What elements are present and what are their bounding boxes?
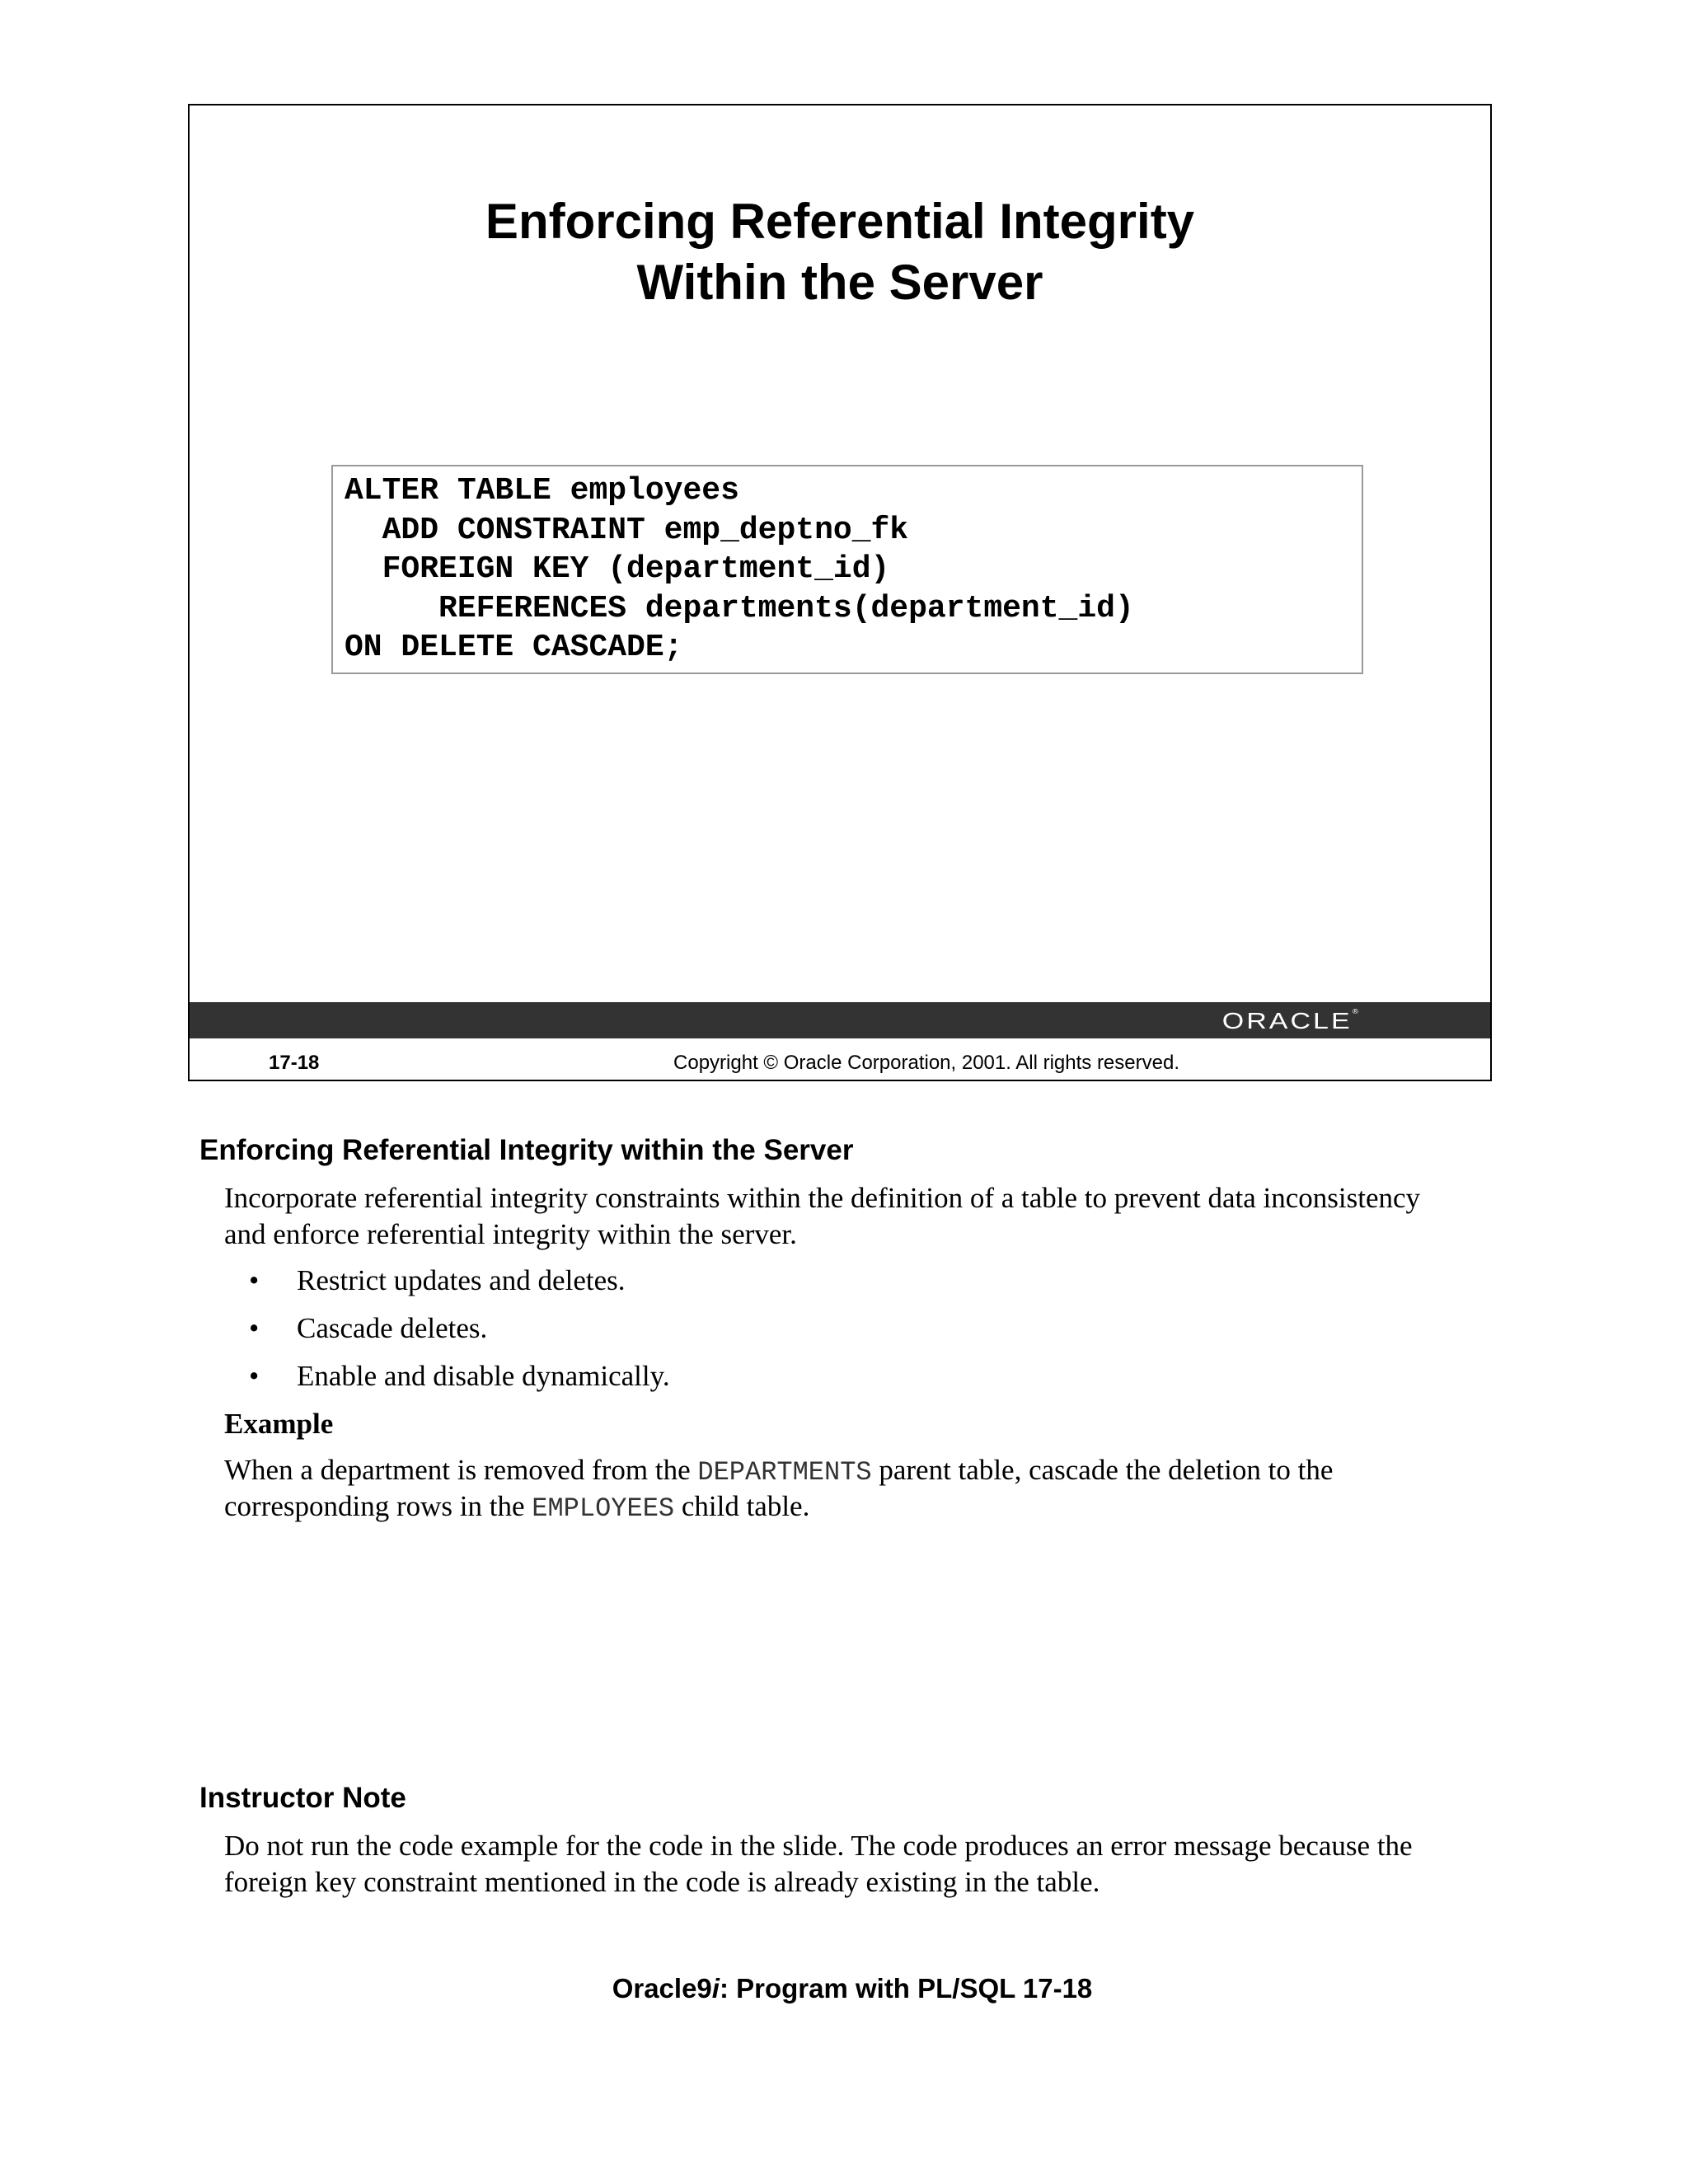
departments-code: DEPARTMENTS [697,1457,872,1488]
slide-title [190,191,1490,313]
code-line: FOREIGN KEY (department_id) [345,551,890,587]
bullet-dot: • [249,1360,260,1392]
example-heading: Example [224,1408,334,1440]
instructor-line-1: Do not run the code example for the code in the slide. The code produces an error message because the [224,1830,1413,1862]
slide-frame [188,104,1492,1081]
code-line: ALTER TABLE employees [345,473,739,509]
intro-line-2: and enforce referential integrity within the server. [224,1218,797,1250]
instructor-line-2: foreign key constraint mentioned in the code is already existing in the table. [224,1866,1100,1898]
instructor-heading: Instructor Note [199,1782,406,1814]
bullet-item: Cascade deletes. [297,1312,488,1344]
oracle-logo: ORACLE® [1221,1008,1358,1034]
copyright-text: Copyright © Oracle Corporation, 2001. All rights reserved. [673,1052,1179,1074]
code-line: ADD CONSTRAINT emp_deptno_fk [345,512,909,548]
notes-heading: Enforcing Referential Integrity within the Server [199,1134,854,1166]
slide-title-line-1: Enforcing Referential Integrity [485,194,1195,249]
example-line-2: corresponding rows in the EMPLOYEES child table. [224,1490,810,1524]
brand-bar [190,1002,1490,1038]
code-box [331,465,1363,674]
bullet-dot: • [249,1312,260,1344]
code-line: ON DELETE CASCADE; [345,630,683,665]
code-line: REFERENCES departments(department_id) [345,590,1134,626]
employees-code: EMPLOYEES [532,1493,675,1524]
slide-title-line-2: Within the Server [636,255,1043,310]
bullet-dot: • [249,1264,260,1296]
page-footer: Oracle9i: Program with PL/SQL 17-18 [612,1973,1093,2004]
intro-line-1: Incorporate referential integrity constraints within the definition of a table to prevent data inconsistency [224,1182,1421,1214]
bullet-item: Enable and disable dynamically. [297,1360,670,1392]
slide-number: 17-18 [269,1052,320,1074]
example-line-1: When a department is removed from the DEPARTMENTS parent table, cascade the deletion to the [224,1454,1334,1488]
bullet-item: Restrict updates and deletes. [297,1264,626,1296]
